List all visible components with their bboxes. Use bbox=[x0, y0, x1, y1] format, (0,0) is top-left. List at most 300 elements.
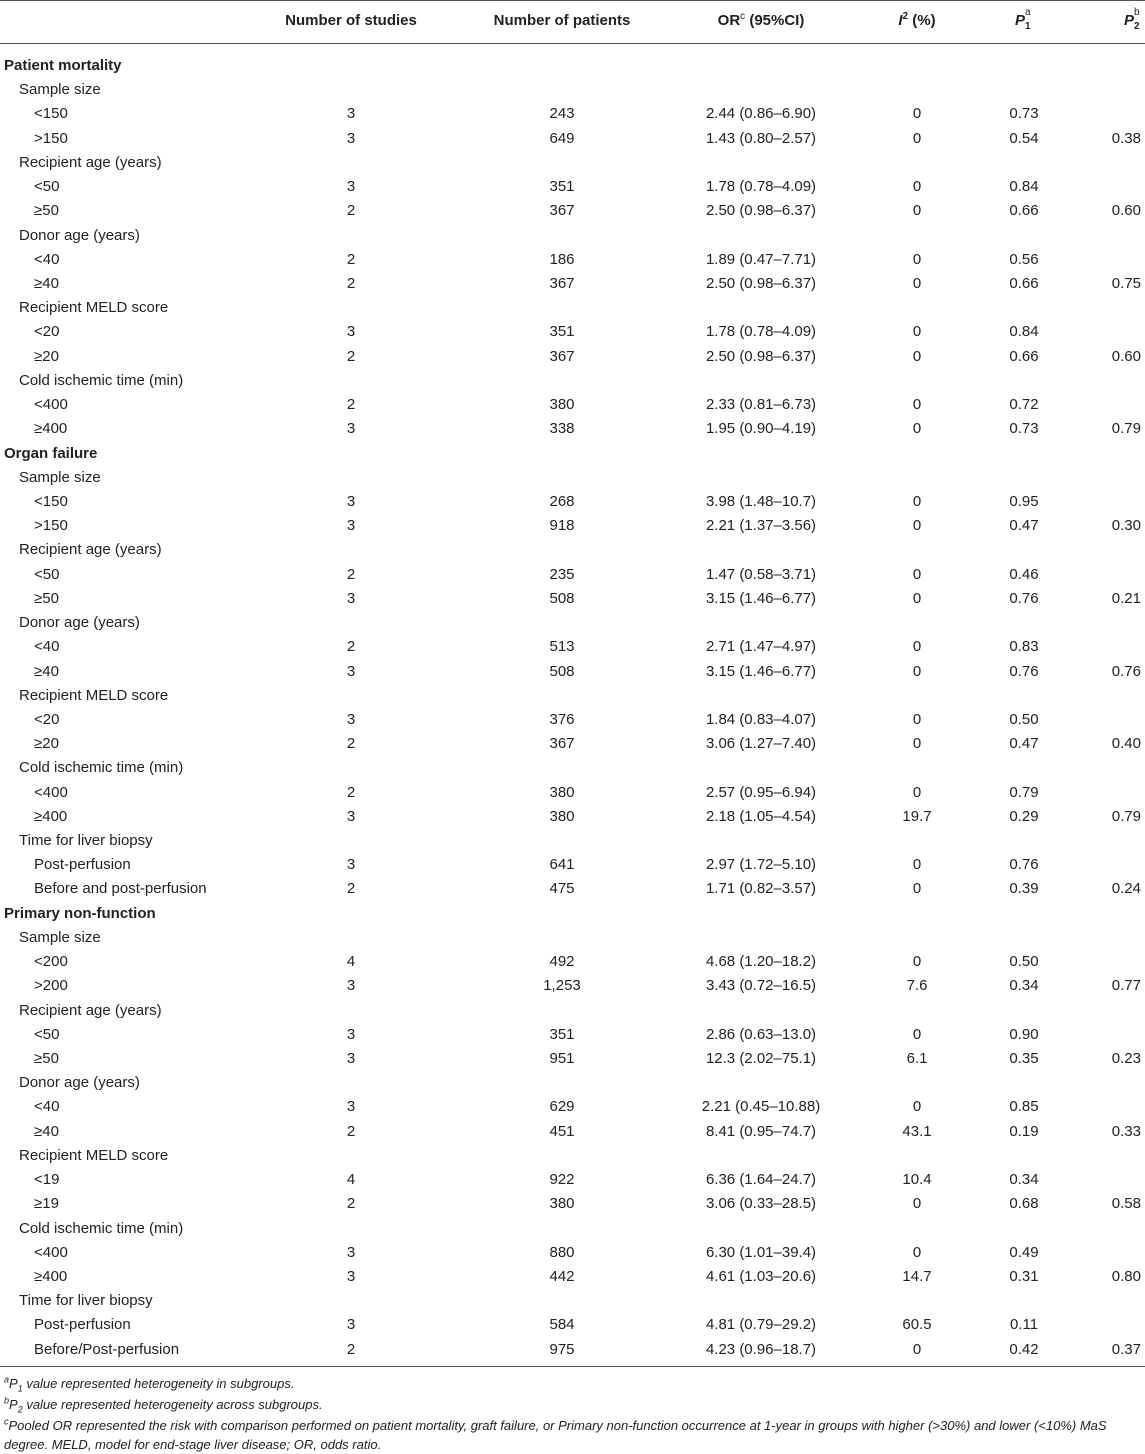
cell-p1: 0.85 bbox=[1009, 1098, 1039, 1116]
cell-or: 6.30 (1.01–39.4) bbox=[705, 1243, 817, 1261]
header-p1: P a 1 bbox=[1014, 7, 1031, 32]
group-row bbox=[0, 1071, 1145, 1095]
table-row bbox=[0, 708, 1145, 732]
cell-patients: 338 bbox=[549, 420, 575, 438]
subgroup-label: <150 bbox=[34, 492, 68, 510]
header-p2-main: P bbox=[1123, 12, 1134, 29]
section-label: Patient mortality bbox=[4, 57, 122, 74]
cell-studies: 4 bbox=[346, 953, 356, 971]
cell-patients: 492 bbox=[549, 953, 575, 971]
group-row bbox=[0, 296, 1145, 320]
cell-i2: 0 bbox=[912, 517, 922, 535]
cell-studies: 3 bbox=[346, 977, 356, 995]
cell-studies: 2 bbox=[346, 735, 356, 753]
cell-or: 1.78 (0.78–4.09) bbox=[705, 323, 817, 341]
cell-studies: 2 bbox=[346, 783, 356, 801]
footnote-b bbox=[4, 1395, 1134, 1414]
group-label: Recipient age (years) bbox=[19, 153, 162, 171]
group-row bbox=[0, 926, 1145, 950]
table-row bbox=[0, 1338, 1145, 1362]
group-row bbox=[0, 829, 1145, 853]
subgroup-label: Post-perfusion bbox=[34, 1316, 131, 1334]
cell-p2: 0.21 bbox=[1111, 589, 1141, 607]
cell-i2: 0 bbox=[912, 1340, 922, 1358]
table-row bbox=[0, 805, 1145, 829]
subgroup-label: ≥40 bbox=[34, 1122, 59, 1140]
group-label: Cold ischemic time (min) bbox=[19, 371, 184, 389]
table-row bbox=[0, 127, 1145, 151]
cell-or: 3.15 (1.46–6.77) bbox=[705, 662, 817, 680]
header-or-main: OR bbox=[717, 12, 741, 29]
cell-patients: 268 bbox=[549, 492, 575, 510]
subgroup-label: ≥20 bbox=[34, 347, 59, 365]
cell-i2: 0 bbox=[912, 856, 922, 874]
cell-studies: 3 bbox=[346, 1098, 356, 1116]
cell-p1: 0.66 bbox=[1009, 202, 1039, 220]
cell-i2: 0 bbox=[912, 638, 922, 656]
cell-p2: 0.23 bbox=[1111, 1050, 1141, 1068]
cell-studies: 3 bbox=[346, 1050, 356, 1068]
cell-or: 4.68 (1.20–18.2) bbox=[705, 953, 817, 971]
cell-p2: 0.60 bbox=[1111, 347, 1141, 365]
cell-i2: 0 bbox=[912, 1098, 922, 1116]
cell-patients: 367 bbox=[549, 735, 575, 753]
cell-i2: 0 bbox=[912, 589, 922, 607]
group-row bbox=[0, 224, 1145, 248]
section-row bbox=[0, 902, 1145, 926]
cell-or: 12.3 (2.02–75.1) bbox=[705, 1050, 817, 1068]
cell-p1: 0.66 bbox=[1009, 274, 1039, 292]
cell-or: 4.61 (1.03–20.6) bbox=[705, 1268, 817, 1285]
cell-i2: 6.1 bbox=[906, 1050, 928, 1068]
cell-or: 2.50 (0.98–6.37) bbox=[705, 274, 817, 292]
subgroup-label: >150 bbox=[34, 129, 68, 147]
footnote-b-mark: b bbox=[4, 1395, 10, 1406]
cell-patients: 351 bbox=[549, 323, 575, 341]
table-row bbox=[0, 1313, 1145, 1337]
cell-i2: 14.7 bbox=[902, 1268, 932, 1285]
cell-i2: 0 bbox=[912, 250, 922, 268]
table-row bbox=[0, 1047, 1145, 1071]
footnote-a-p: P bbox=[9, 1375, 18, 1391]
cell-studies: 2 bbox=[346, 1122, 356, 1140]
cell-p1: 0.35 bbox=[1009, 1050, 1039, 1068]
cell-patients: 451 bbox=[549, 1122, 575, 1140]
subgroup-label: <400 bbox=[34, 1243, 68, 1261]
cell-or: 2.57 (0.95–6.94) bbox=[705, 783, 817, 801]
section-label: Organ failure bbox=[4, 444, 98, 462]
cell-or: 1.71 (0.82–3.57) bbox=[705, 880, 817, 898]
cell-p2: 0.79 bbox=[1111, 420, 1141, 438]
cell-i2: 0 bbox=[912, 323, 922, 341]
footnote-c-text: Pooled OR represented the risk with comparison performed on patient mortality, graft failure, or Primary non-function occurrence at 1-year in groups with higher (>30%) and lower (<10%) MaS degree. MELD, model for end-stage liver disease; OR, odds ratio. bbox=[4, 1417, 1107, 1452]
cell-i2: 0 bbox=[912, 880, 922, 898]
table-row bbox=[0, 320, 1145, 344]
cell-studies: 3 bbox=[346, 517, 356, 535]
cell-patients: 442 bbox=[549, 1268, 575, 1285]
header-i2-rest: (%) bbox=[908, 12, 936, 29]
cell-i2: 43.1 bbox=[902, 1122, 932, 1140]
cell-patients: 922 bbox=[549, 1171, 575, 1189]
group-label: Recipient MELD score bbox=[19, 299, 169, 317]
cell-p1: 0.79 bbox=[1009, 783, 1039, 801]
cell-or: 3.06 (0.33–28.5) bbox=[705, 1195, 817, 1213]
footnote-b-p: P bbox=[9, 1396, 18, 1412]
cell-p1: 0.34 bbox=[1009, 977, 1039, 995]
section-row bbox=[0, 54, 1145, 78]
subgroup-label: ≥400 bbox=[34, 807, 68, 825]
table-row bbox=[0, 1265, 1145, 1289]
subgroup-label: Post-perfusion bbox=[34, 856, 131, 874]
subgroup-label: <400 bbox=[34, 783, 68, 801]
table-row bbox=[0, 1120, 1145, 1144]
table-row bbox=[0, 1192, 1145, 1216]
subgroup-label: ≥400 bbox=[34, 420, 68, 438]
cell-or: 2.50 (0.98–6.37) bbox=[705, 347, 817, 365]
cell-i2: 0 bbox=[912, 710, 922, 728]
cell-studies: 3 bbox=[346, 807, 356, 825]
cell-p1: 0.19 bbox=[1009, 1122, 1039, 1140]
cell-p1: 0.49 bbox=[1009, 1243, 1039, 1261]
footnote-c-mark: c bbox=[4, 1416, 9, 1427]
cell-or: 8.41 (0.95–74.7) bbox=[705, 1122, 817, 1140]
table-row bbox=[0, 248, 1145, 272]
table-row bbox=[0, 974, 1145, 998]
footnote-a bbox=[4, 1374, 1134, 1393]
group-label: Sample size bbox=[19, 468, 101, 486]
cell-studies: 3 bbox=[346, 178, 356, 196]
cell-studies: 3 bbox=[346, 129, 356, 147]
table-row bbox=[0, 175, 1145, 199]
cell-i2: 0 bbox=[912, 1195, 922, 1213]
cell-patients: 641 bbox=[549, 856, 575, 874]
cell-i2: 0 bbox=[912, 396, 922, 414]
cell-p1: 0.29 bbox=[1009, 807, 1039, 825]
table-row bbox=[0, 877, 1145, 901]
footnote-a-mark: a bbox=[4, 1374, 10, 1385]
group-label: Recipient age (years) bbox=[19, 1001, 162, 1019]
cell-or: 2.71 (1.47–4.97) bbox=[705, 638, 817, 656]
group-row bbox=[0, 756, 1145, 780]
group-label: Time for liver biopsy bbox=[19, 1292, 153, 1310]
cell-studies: 2 bbox=[346, 880, 356, 898]
table-row bbox=[0, 563, 1145, 587]
table-row bbox=[0, 1168, 1145, 1192]
cell-p1: 0.73 bbox=[1009, 105, 1039, 123]
cell-p2: 0.33 bbox=[1111, 1122, 1141, 1140]
cell-patients: 351 bbox=[549, 178, 575, 196]
header-rule bbox=[0, 43, 1145, 44]
subgroup-label: ≥20 bbox=[34, 735, 59, 753]
subgroup-label: <150 bbox=[34, 105, 68, 123]
cell-i2: 10.4 bbox=[902, 1171, 932, 1189]
cell-patients: 508 bbox=[549, 662, 575, 680]
group-label: Sample size bbox=[19, 81, 101, 99]
cell-patients: 243 bbox=[549, 105, 575, 123]
table-row bbox=[0, 102, 1145, 126]
group-label: Donor age (years) bbox=[19, 1074, 140, 1092]
footnote-b-sub: 2 bbox=[17, 1404, 23, 1415]
footnote-b-text: value represented heterogeneity across subgroups. bbox=[22, 1396, 323, 1412]
cell-i2: 0 bbox=[912, 1025, 922, 1043]
header-studies: Number of studies bbox=[285, 12, 417, 29]
cell-patients: 367 bbox=[549, 274, 575, 292]
subgroup-label: >200 bbox=[34, 977, 68, 995]
cell-i2: 7.6 bbox=[906, 977, 928, 995]
cell-i2: 0 bbox=[912, 420, 922, 438]
cell-or: 1.89 (0.47–7.71) bbox=[705, 250, 817, 268]
cell-i2: 0 bbox=[912, 783, 922, 801]
table-row bbox=[0, 393, 1145, 417]
cell-i2: 60.5 bbox=[902, 1316, 932, 1334]
header-i2 bbox=[886, 12, 948, 36]
cell-studies: 3 bbox=[346, 856, 356, 874]
cell-or: 1.95 (0.90–4.19) bbox=[705, 420, 817, 438]
cell-p2: 0.30 bbox=[1111, 517, 1141, 535]
cell-or: 3.06 (1.27–7.40) bbox=[705, 735, 817, 753]
subgroup-label: ≥19 bbox=[34, 1195, 59, 1213]
cell-p1: 0.50 bbox=[1009, 710, 1039, 728]
subgroup-label: Before and post-perfusion bbox=[34, 880, 207, 898]
cell-studies: 2 bbox=[346, 565, 356, 583]
cell-p1: 0.76 bbox=[1009, 662, 1039, 680]
header-or-rest: (95%CI) bbox=[745, 12, 805, 29]
cell-patients: 351 bbox=[549, 1025, 575, 1043]
cell-p1: 0.11 bbox=[1009, 1316, 1039, 1334]
cell-patients: 1,253 bbox=[543, 977, 581, 995]
table-row bbox=[0, 781, 1145, 805]
cell-p1: 0.83 bbox=[1009, 638, 1039, 656]
cell-studies: 3 bbox=[346, 105, 356, 123]
cell-patients: 186 bbox=[549, 250, 575, 268]
footnote-c bbox=[4, 1416, 1134, 1454]
cell-i2: 0 bbox=[912, 565, 922, 583]
cell-or: 2.44 (0.86–6.90) bbox=[705, 105, 817, 123]
subgroup-label: <40 bbox=[34, 1098, 60, 1116]
subgroup-label: ≥50 bbox=[34, 1050, 59, 1068]
cell-patients: 649 bbox=[549, 129, 575, 147]
cell-or: 2.21 (0.45–10.88) bbox=[701, 1098, 821, 1116]
cell-studies: 3 bbox=[346, 323, 356, 341]
header-or-sup: c bbox=[740, 11, 746, 22]
section-label: Primary non-function bbox=[4, 904, 156, 922]
cell-patients: 475 bbox=[549, 880, 575, 898]
cell-p2: 0.60 bbox=[1111, 202, 1141, 220]
cell-or: 1.43 (0.80–2.57) bbox=[705, 129, 817, 147]
subgroup-label: <40 bbox=[34, 638, 60, 656]
subgroup-label: ≥50 bbox=[34, 589, 59, 607]
cell-studies: 3 bbox=[346, 710, 356, 728]
cell-patients: 367 bbox=[549, 202, 575, 220]
cell-patients: 235 bbox=[549, 565, 575, 583]
cell-p2: 0.80 bbox=[1111, 1268, 1141, 1285]
cell-or: 2.97 (1.72–5.10) bbox=[705, 856, 817, 874]
cell-p1: 0.84 bbox=[1009, 323, 1039, 341]
cell-patients: 376 bbox=[549, 710, 575, 728]
cell-or: 1.47 (0.58–3.71) bbox=[705, 565, 817, 583]
cell-i2: 0 bbox=[912, 953, 922, 971]
group-row bbox=[0, 1217, 1145, 1241]
group-label: Donor age (years) bbox=[19, 614, 140, 632]
subgroup-label: >150 bbox=[34, 517, 68, 535]
table-row bbox=[0, 490, 1145, 514]
cell-patients: 513 bbox=[549, 638, 575, 656]
cell-studies: 2 bbox=[346, 1340, 356, 1358]
cell-p1: 0.46 bbox=[1009, 565, 1039, 583]
cell-p1: 0.54 bbox=[1009, 129, 1039, 147]
cell-studies: 3 bbox=[346, 1025, 356, 1043]
cell-studies: 2 bbox=[346, 202, 356, 220]
cell-or: 6.36 (1.64–24.7) bbox=[705, 1171, 817, 1189]
table-row bbox=[0, 635, 1145, 659]
subgroup-label: <50 bbox=[34, 178, 60, 196]
cell-studies: 3 bbox=[346, 1243, 356, 1261]
cell-patients: 880 bbox=[549, 1243, 575, 1261]
cell-p1: 0.90 bbox=[1009, 1025, 1039, 1043]
header-p1-main: P bbox=[1014, 12, 1025, 29]
cell-studies: 2 bbox=[346, 1195, 356, 1213]
cell-p2: 0.77 bbox=[1111, 977, 1141, 995]
cell-p2: 0.79 bbox=[1111, 807, 1141, 825]
table-row bbox=[0, 1241, 1145, 1265]
group-label: Recipient MELD score bbox=[19, 1146, 169, 1164]
cell-or: 2.33 (0.81–6.73) bbox=[705, 396, 817, 414]
cell-p1: 0.84 bbox=[1009, 178, 1039, 196]
top-rule bbox=[0, 0, 1145, 1]
cell-i2: 0 bbox=[912, 347, 922, 365]
table-row bbox=[0, 345, 1145, 369]
table-row bbox=[0, 587, 1145, 611]
cell-p1: 0.39 bbox=[1009, 880, 1039, 898]
cell-p2: 0.58 bbox=[1111, 1195, 1141, 1213]
header-i2-main: I bbox=[898, 12, 903, 29]
cell-studies: 3 bbox=[346, 1316, 356, 1334]
cell-i2: 0 bbox=[912, 202, 922, 220]
group-label: Sample size bbox=[19, 928, 101, 946]
cell-studies: 4 bbox=[346, 1171, 356, 1189]
cell-or: 4.81 (0.79–29.2) bbox=[705, 1316, 817, 1334]
cell-p1: 0.42 bbox=[1009, 1340, 1039, 1358]
group-row bbox=[0, 1289, 1145, 1313]
table-row bbox=[0, 514, 1145, 538]
cell-or: 2.18 (1.05–4.54) bbox=[705, 807, 817, 825]
footnote-a-sub: 1 bbox=[17, 1383, 23, 1394]
cell-p1: 0.50 bbox=[1009, 953, 1039, 971]
subgroup-label: Before/Post-perfusion bbox=[34, 1340, 180, 1358]
cell-studies: 3 bbox=[346, 1268, 356, 1285]
cell-p1: 0.72 bbox=[1009, 396, 1039, 414]
group-label: Donor age (years) bbox=[19, 226, 140, 244]
header-i2-sup: 2 bbox=[902, 11, 909, 22]
cell-p1: 0.31 bbox=[1009, 1268, 1039, 1285]
cell-patients: 380 bbox=[549, 396, 575, 414]
subgroup-label: ≥40 bbox=[34, 662, 59, 680]
table-row bbox=[0, 272, 1145, 296]
cell-studies: 3 bbox=[346, 662, 356, 680]
cell-i2: 0 bbox=[912, 662, 922, 680]
cell-p1: 0.76 bbox=[1009, 589, 1039, 607]
cell-or: 3.43 (0.72–16.5) bbox=[705, 977, 817, 995]
group-row bbox=[0, 538, 1145, 562]
cell-p1: 0.47 bbox=[1009, 517, 1039, 535]
cell-or: 2.50 (0.98–6.37) bbox=[705, 202, 817, 220]
cell-patients: 951 bbox=[549, 1050, 575, 1068]
table-row bbox=[0, 199, 1145, 223]
cell-p2: 0.24 bbox=[1111, 880, 1141, 898]
cell-studies: 3 bbox=[346, 420, 356, 438]
group-row bbox=[0, 151, 1145, 175]
cell-studies: 3 bbox=[346, 589, 356, 607]
cell-p2: 0.38 bbox=[1111, 129, 1141, 147]
subgroup-label: <50 bbox=[34, 1025, 60, 1043]
cell-patients: 508 bbox=[549, 589, 575, 607]
subgroup-label: <19 bbox=[34, 1171, 60, 1189]
footnote-a-text: value represented heterogeneity in subgroups. bbox=[22, 1375, 295, 1391]
cell-i2: 0 bbox=[912, 1243, 922, 1261]
cell-patients: 629 bbox=[549, 1098, 575, 1116]
table-row bbox=[0, 853, 1145, 877]
group-row bbox=[0, 684, 1145, 708]
subgroup-label: ≥40 bbox=[34, 274, 59, 292]
cell-i2: 19.7 bbox=[902, 807, 932, 825]
table-row bbox=[0, 732, 1145, 756]
cell-patients: 380 bbox=[549, 807, 575, 825]
cell-p1: 0.76 bbox=[1009, 856, 1039, 874]
cell-studies: 3 bbox=[346, 492, 356, 510]
cell-p2: 0.40 bbox=[1111, 735, 1141, 753]
cell-p2: 0.76 bbox=[1111, 662, 1141, 680]
subgroup-label: <200 bbox=[34, 953, 68, 971]
table-row bbox=[0, 1095, 1145, 1119]
table-row bbox=[0, 417, 1145, 441]
cell-i2: 0 bbox=[912, 178, 922, 196]
section-row bbox=[0, 442, 1145, 466]
group-row bbox=[0, 1144, 1145, 1168]
cell-p1: 0.66 bbox=[1009, 347, 1039, 365]
subgroup-label: <40 bbox=[34, 250, 60, 268]
cell-or: 3.98 (1.48–10.7) bbox=[705, 492, 817, 510]
cell-patients: 367 bbox=[549, 347, 575, 365]
cell-i2: 0 bbox=[912, 274, 922, 292]
header-p2: P b 2 bbox=[1123, 7, 1140, 32]
group-row bbox=[0, 466, 1145, 490]
cell-or: 2.86 (0.63–13.0) bbox=[705, 1025, 817, 1043]
subgroup-label: ≥400 bbox=[34, 1268, 68, 1285]
subgroup-label: <400 bbox=[34, 396, 68, 414]
group-label: Recipient age (years) bbox=[19, 541, 162, 559]
cell-p1: 0.56 bbox=[1009, 250, 1039, 268]
cell-p1: 0.73 bbox=[1009, 420, 1039, 438]
table-row bbox=[0, 950, 1145, 974]
subgroup-label: ≥50 bbox=[34, 202, 59, 220]
cell-studies: 2 bbox=[346, 274, 356, 292]
group-label: Time for liver biopsy bbox=[19, 832, 153, 850]
cell-studies: 2 bbox=[346, 638, 356, 656]
cell-p1: 0.34 bbox=[1009, 1171, 1039, 1189]
cell-p1: 0.47 bbox=[1009, 735, 1039, 753]
cell-patients: 975 bbox=[549, 1340, 575, 1358]
cell-patients: 380 bbox=[549, 1195, 575, 1213]
cell-or: 3.15 (1.46–6.77) bbox=[705, 589, 817, 607]
cell-studies: 2 bbox=[346, 250, 356, 268]
group-label: Cold ischemic time (min) bbox=[19, 759, 184, 777]
cell-patients: 918 bbox=[549, 517, 575, 535]
cell-patients: 584 bbox=[549, 1316, 575, 1334]
subgroup-label: <50 bbox=[34, 565, 60, 583]
group-row bbox=[0, 78, 1145, 102]
cell-i2: 0 bbox=[912, 492, 922, 510]
cell-or: 4.23 (0.96–18.7) bbox=[705, 1340, 817, 1358]
